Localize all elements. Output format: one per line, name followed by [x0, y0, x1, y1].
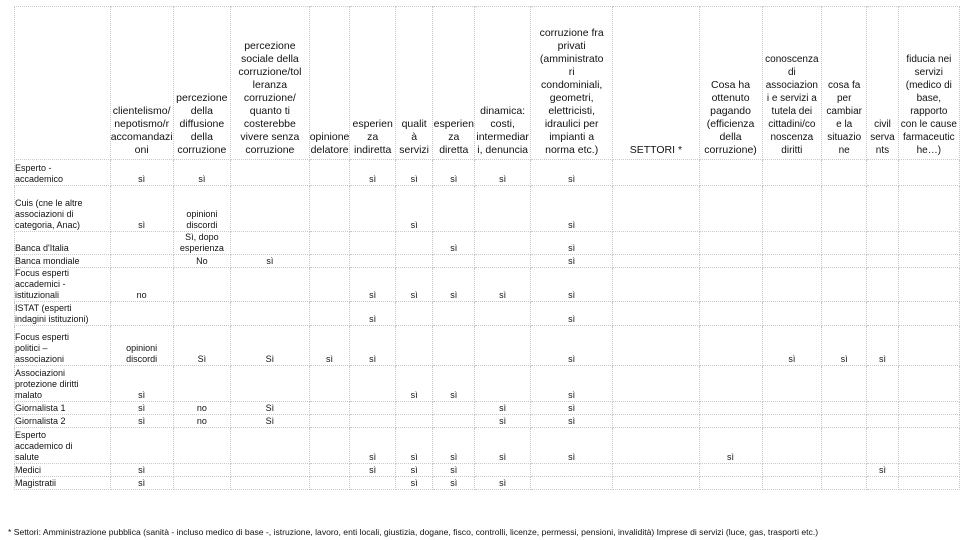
- table-cell: [898, 326, 959, 366]
- table-cell: [613, 428, 699, 464]
- table-cell: [475, 232, 531, 255]
- row-label: Banca mondiale: [15, 255, 111, 268]
- table-cell: sì: [531, 186, 613, 232]
- table-cell: [475, 366, 531, 402]
- table-cell: opinioni discordi: [110, 326, 173, 366]
- table-row: [15, 366, 960, 402]
- table-cell: Sì: [173, 326, 231, 366]
- table-cell: [867, 415, 898, 428]
- column-header: fiducia nei servizi (medico di base, rapporto con le cause farmaceutic he…): [898, 7, 959, 160]
- table-cell: [762, 232, 822, 255]
- table-cell: no: [173, 402, 231, 415]
- table-cell: [699, 186, 762, 232]
- table-cell: sì: [110, 186, 173, 232]
- column-header: esperien za indiretta: [350, 7, 396, 160]
- table-row: [15, 232, 960, 255]
- table-cell: sì: [475, 268, 531, 302]
- row-label: Esperto - accademico: [15, 160, 111, 186]
- table-cell: sì: [110, 160, 173, 186]
- table-cell: [898, 232, 959, 255]
- row-label: Magistratii: [15, 477, 111, 490]
- table-cell: [309, 415, 350, 428]
- table-cell: [699, 477, 762, 490]
- table-cell: [309, 402, 350, 415]
- table-cell: Sì: [231, 402, 310, 415]
- table-cell: sì: [531, 268, 613, 302]
- column-header: opinione delatore: [309, 7, 350, 160]
- table-cell: [898, 186, 959, 232]
- table-cell: [350, 186, 396, 232]
- table-cell: [613, 232, 699, 255]
- table-cell: [613, 415, 699, 428]
- table-cell: sì: [867, 464, 898, 477]
- table-cell: sì: [395, 366, 432, 402]
- table-cell: [173, 477, 231, 490]
- table-cell: [822, 366, 867, 402]
- table-row: [15, 186, 960, 232]
- table-cell: [173, 366, 231, 402]
- table-cell: [898, 366, 959, 402]
- table-cell: [867, 402, 898, 415]
- table-cell: [350, 402, 396, 415]
- table-cell: [699, 160, 762, 186]
- table-cell: [433, 186, 475, 232]
- table-cell: sì: [433, 268, 475, 302]
- table-cell: [395, 302, 432, 326]
- table-cell: sì: [531, 415, 613, 428]
- table-cell: [898, 415, 959, 428]
- table-cell: sì: [531, 232, 613, 255]
- row-label: Giornalista 1: [15, 402, 111, 415]
- table-cell: [898, 160, 959, 186]
- table-cell: [475, 464, 531, 477]
- table-cell: sì: [110, 464, 173, 477]
- table-cell: [898, 428, 959, 464]
- column-header: cosa fa per cambiar e la situazio ne: [822, 7, 867, 160]
- table-cell: sì: [475, 428, 531, 464]
- table-cell: [350, 366, 396, 402]
- table-cell: sì: [433, 477, 475, 490]
- table-cell: [867, 232, 898, 255]
- table-cell: [395, 402, 432, 415]
- table-cell: sì: [350, 302, 396, 326]
- table-cell: [762, 477, 822, 490]
- table-cell: [822, 160, 867, 186]
- table-cell: sì: [350, 428, 396, 464]
- row-label: Associazioni protezione diritti malato: [15, 366, 111, 402]
- table-cell: sì: [867, 326, 898, 366]
- table-cell: [350, 477, 396, 490]
- table-cell: [822, 268, 867, 302]
- table-cell: [613, 464, 699, 477]
- table-cell: [898, 268, 959, 302]
- table-cell: sì: [395, 186, 432, 232]
- table-cell: No: [173, 255, 231, 268]
- table-cell: [231, 477, 310, 490]
- table-row: [15, 160, 960, 186]
- table-cell: [699, 366, 762, 402]
- table-cell: [309, 464, 350, 477]
- table-cell: [173, 428, 231, 464]
- table-cell: [867, 268, 898, 302]
- table-cell: [699, 232, 762, 255]
- table-cell: [762, 160, 822, 186]
- table-cell: [110, 255, 173, 268]
- table-cell: sì: [395, 428, 432, 464]
- column-header: conoscenza di associazion i e servizi a tutela dei cittadini/co noscenza diritti: [762, 7, 822, 160]
- table-cell: sì: [531, 326, 613, 366]
- table-cell: [762, 366, 822, 402]
- table-cell: sì: [433, 464, 475, 477]
- interview-matrix-table: [14, 6, 960, 490]
- table-cell: [613, 326, 699, 366]
- table-cell: sì: [433, 160, 475, 186]
- table-cell: sì: [762, 326, 822, 366]
- table-cell: sì: [110, 477, 173, 490]
- table-cell: [475, 186, 531, 232]
- table-cell: sì: [531, 428, 613, 464]
- table-cell: [309, 186, 350, 232]
- table-cell: sì: [350, 326, 396, 366]
- table-cell: sì: [395, 160, 432, 186]
- table-cell: [867, 186, 898, 232]
- column-header: clientelismo/ nepotismo/r accomandazi oni: [110, 7, 173, 160]
- table-cell: sì: [395, 268, 432, 302]
- column-header: qualit à servizi: [395, 7, 432, 160]
- table-cell: [231, 428, 310, 464]
- table-cell: [613, 302, 699, 326]
- column-header: civil serva nts: [867, 7, 898, 160]
- table-cell: [613, 186, 699, 232]
- table-cell: [433, 326, 475, 366]
- table-cell: [309, 302, 350, 326]
- table-cell: [433, 302, 475, 326]
- table-row: [15, 268, 960, 302]
- table-cell: [613, 402, 699, 415]
- table-cell: [762, 428, 822, 464]
- table-cell: [231, 232, 310, 255]
- table-cell: [898, 255, 959, 268]
- column-header: corruzione fra privati (amministrato ri condominiali, geometri, elettricisti, idraulici per impianti a norma etc.): [531, 7, 613, 160]
- table-row: [15, 428, 960, 464]
- table-row: [15, 477, 960, 490]
- table-cell: [762, 402, 822, 415]
- table-cell: [867, 160, 898, 186]
- table-cell: [433, 402, 475, 415]
- table-cell: [699, 255, 762, 268]
- table-cell: [433, 255, 475, 268]
- column-header: dinamica: costi, intermediar i, denuncia: [475, 7, 531, 160]
- table-cell: sì: [475, 415, 531, 428]
- table-cell: [822, 186, 867, 232]
- row-label: Esperto accademico di salute: [15, 428, 111, 464]
- table-cell: [309, 160, 350, 186]
- table-cell: [173, 464, 231, 477]
- table-cell: [822, 255, 867, 268]
- table-cell: [475, 255, 531, 268]
- table-cell: [475, 326, 531, 366]
- table-cell: [433, 415, 475, 428]
- table-cell: no: [110, 268, 173, 302]
- table-cell: [898, 302, 959, 326]
- table-cell: sì: [350, 160, 396, 186]
- table-cell: [350, 232, 396, 255]
- table-cell: [531, 477, 613, 490]
- table-cell: [475, 302, 531, 326]
- table-cell: [822, 415, 867, 428]
- row-label: Focus esperti accademici - istituzionali: [15, 268, 111, 302]
- table-cell: [613, 160, 699, 186]
- column-header: SETTORI *: [613, 7, 699, 160]
- table-cell: [350, 415, 396, 428]
- table-cell: [309, 255, 350, 268]
- table-cell: [395, 232, 432, 255]
- table-cell: [309, 366, 350, 402]
- table-cell: [822, 464, 867, 477]
- table-cell: sì: [395, 477, 432, 490]
- table-cell: [699, 302, 762, 326]
- table-row: [15, 302, 960, 326]
- table-cell: sì: [475, 477, 531, 490]
- table-cell: sì: [110, 366, 173, 402]
- table-cell: [762, 302, 822, 326]
- table-cell: sì: [350, 464, 396, 477]
- table-cell: [867, 366, 898, 402]
- table-cell: [231, 464, 310, 477]
- table-cell: [613, 366, 699, 402]
- column-header: Cosa ha ottenuto pagando (efficienza della corruzione): [699, 7, 762, 160]
- header-corner-cell: [15, 7, 111, 160]
- table-cell: [822, 232, 867, 255]
- table-cell: [762, 464, 822, 477]
- table-row: [15, 464, 960, 477]
- table-cell: Sì: [231, 326, 310, 366]
- table-cell: [898, 402, 959, 415]
- row-label: Medici: [15, 464, 111, 477]
- table-cell: [531, 464, 613, 477]
- table-cell: no: [173, 415, 231, 428]
- table-cell: [110, 302, 173, 326]
- table-cell: sì: [110, 415, 173, 428]
- table-cell: [867, 428, 898, 464]
- table-cell: sì: [433, 366, 475, 402]
- table-cell: sì: [110, 402, 173, 415]
- table-cell: [699, 402, 762, 415]
- table-row: [15, 326, 960, 366]
- table-cell: [309, 232, 350, 255]
- table-cell: [867, 255, 898, 268]
- table-cell: sì: [350, 268, 396, 302]
- table-cell: sì: [531, 366, 613, 402]
- header-row: [15, 7, 960, 160]
- table-row: [15, 415, 960, 428]
- table-cell: [699, 464, 762, 477]
- table-cell: sì: [531, 402, 613, 415]
- table-cell: [613, 268, 699, 302]
- row-label: Banca d'Italia: [15, 232, 111, 255]
- table-cell: [898, 477, 959, 490]
- table-cell: [613, 255, 699, 268]
- table-cell: [231, 186, 310, 232]
- table-cell: sì: [433, 232, 475, 255]
- table-cell: sì: [309, 326, 350, 366]
- table-cell: [395, 326, 432, 366]
- table-cell: sì: [395, 464, 432, 477]
- table-cell: [309, 268, 350, 302]
- table-row: [15, 255, 960, 268]
- table-cell: [173, 268, 231, 302]
- table-cell: [699, 415, 762, 428]
- table-cell: [613, 477, 699, 490]
- table-cell: [762, 186, 822, 232]
- table-cell: sì: [231, 255, 310, 268]
- table-cell: [173, 302, 231, 326]
- table-cell: [898, 464, 959, 477]
- table-cell: [110, 428, 173, 464]
- column-header: percezione della diffusione della corruzione: [173, 7, 231, 160]
- table-cell: [395, 415, 432, 428]
- sectors-footnote: * Settori: Amministrazione pubblica (sanità - incluso medico di base -, istruzione, lavoro, enti locali, giustizia, dogane, fisco, controlli, licenze, permessi, pensioni, invalidità) Imprese di servizi (luce, gas, trasporti etc.): [8, 527, 819, 537]
- table-cell: [822, 302, 867, 326]
- table-cell: sì: [699, 428, 762, 464]
- table-cell: [231, 302, 310, 326]
- table-cell: sì: [822, 326, 867, 366]
- table-cell: [699, 268, 762, 302]
- table-cell: opinioni discordi: [173, 186, 231, 232]
- table-cell: [110, 232, 173, 255]
- table-cell: sì: [531, 160, 613, 186]
- table-cell: [231, 160, 310, 186]
- table-cell: [762, 415, 822, 428]
- table-cell: sì: [433, 428, 475, 464]
- row-label: Giornalista 2: [15, 415, 111, 428]
- table-cell: [350, 255, 396, 268]
- table-cell: [822, 477, 867, 490]
- table-cell: Sì: [231, 415, 310, 428]
- table-row: [15, 402, 960, 415]
- table-cell: sì: [173, 160, 231, 186]
- table-cell: sì: [531, 302, 613, 326]
- table-cell: [699, 326, 762, 366]
- table-cell: [309, 477, 350, 490]
- table-cell: sì: [475, 402, 531, 415]
- table-cell: sì: [475, 160, 531, 186]
- table-cell: [231, 366, 310, 402]
- table-cell: Sì, dopo esperienza: [173, 232, 231, 255]
- row-label: Focus esperti politici – associazioni: [15, 326, 111, 366]
- table-body: [15, 160, 960, 490]
- column-header: esperien za diretta: [433, 7, 475, 160]
- table-cell: [309, 428, 350, 464]
- table-cell: [395, 255, 432, 268]
- column-header: percezione sociale della corruzione/tol leranza corruzione/ quanto ti costerebbe vivere senza corruzione: [231, 7, 310, 160]
- table-cell: [762, 255, 822, 268]
- table-cell: [762, 268, 822, 302]
- table-cell: [867, 302, 898, 326]
- table-cell: [822, 402, 867, 415]
- table-cell: [867, 477, 898, 490]
- row-label: Cuis (cne le altre associazioni di categoria, Anac): [15, 186, 111, 232]
- table-cell: [822, 428, 867, 464]
- table-cell: [231, 268, 310, 302]
- row-label: ISTAT (esperti indagini istituzioni): [15, 302, 111, 326]
- table-cell: sì: [531, 255, 613, 268]
